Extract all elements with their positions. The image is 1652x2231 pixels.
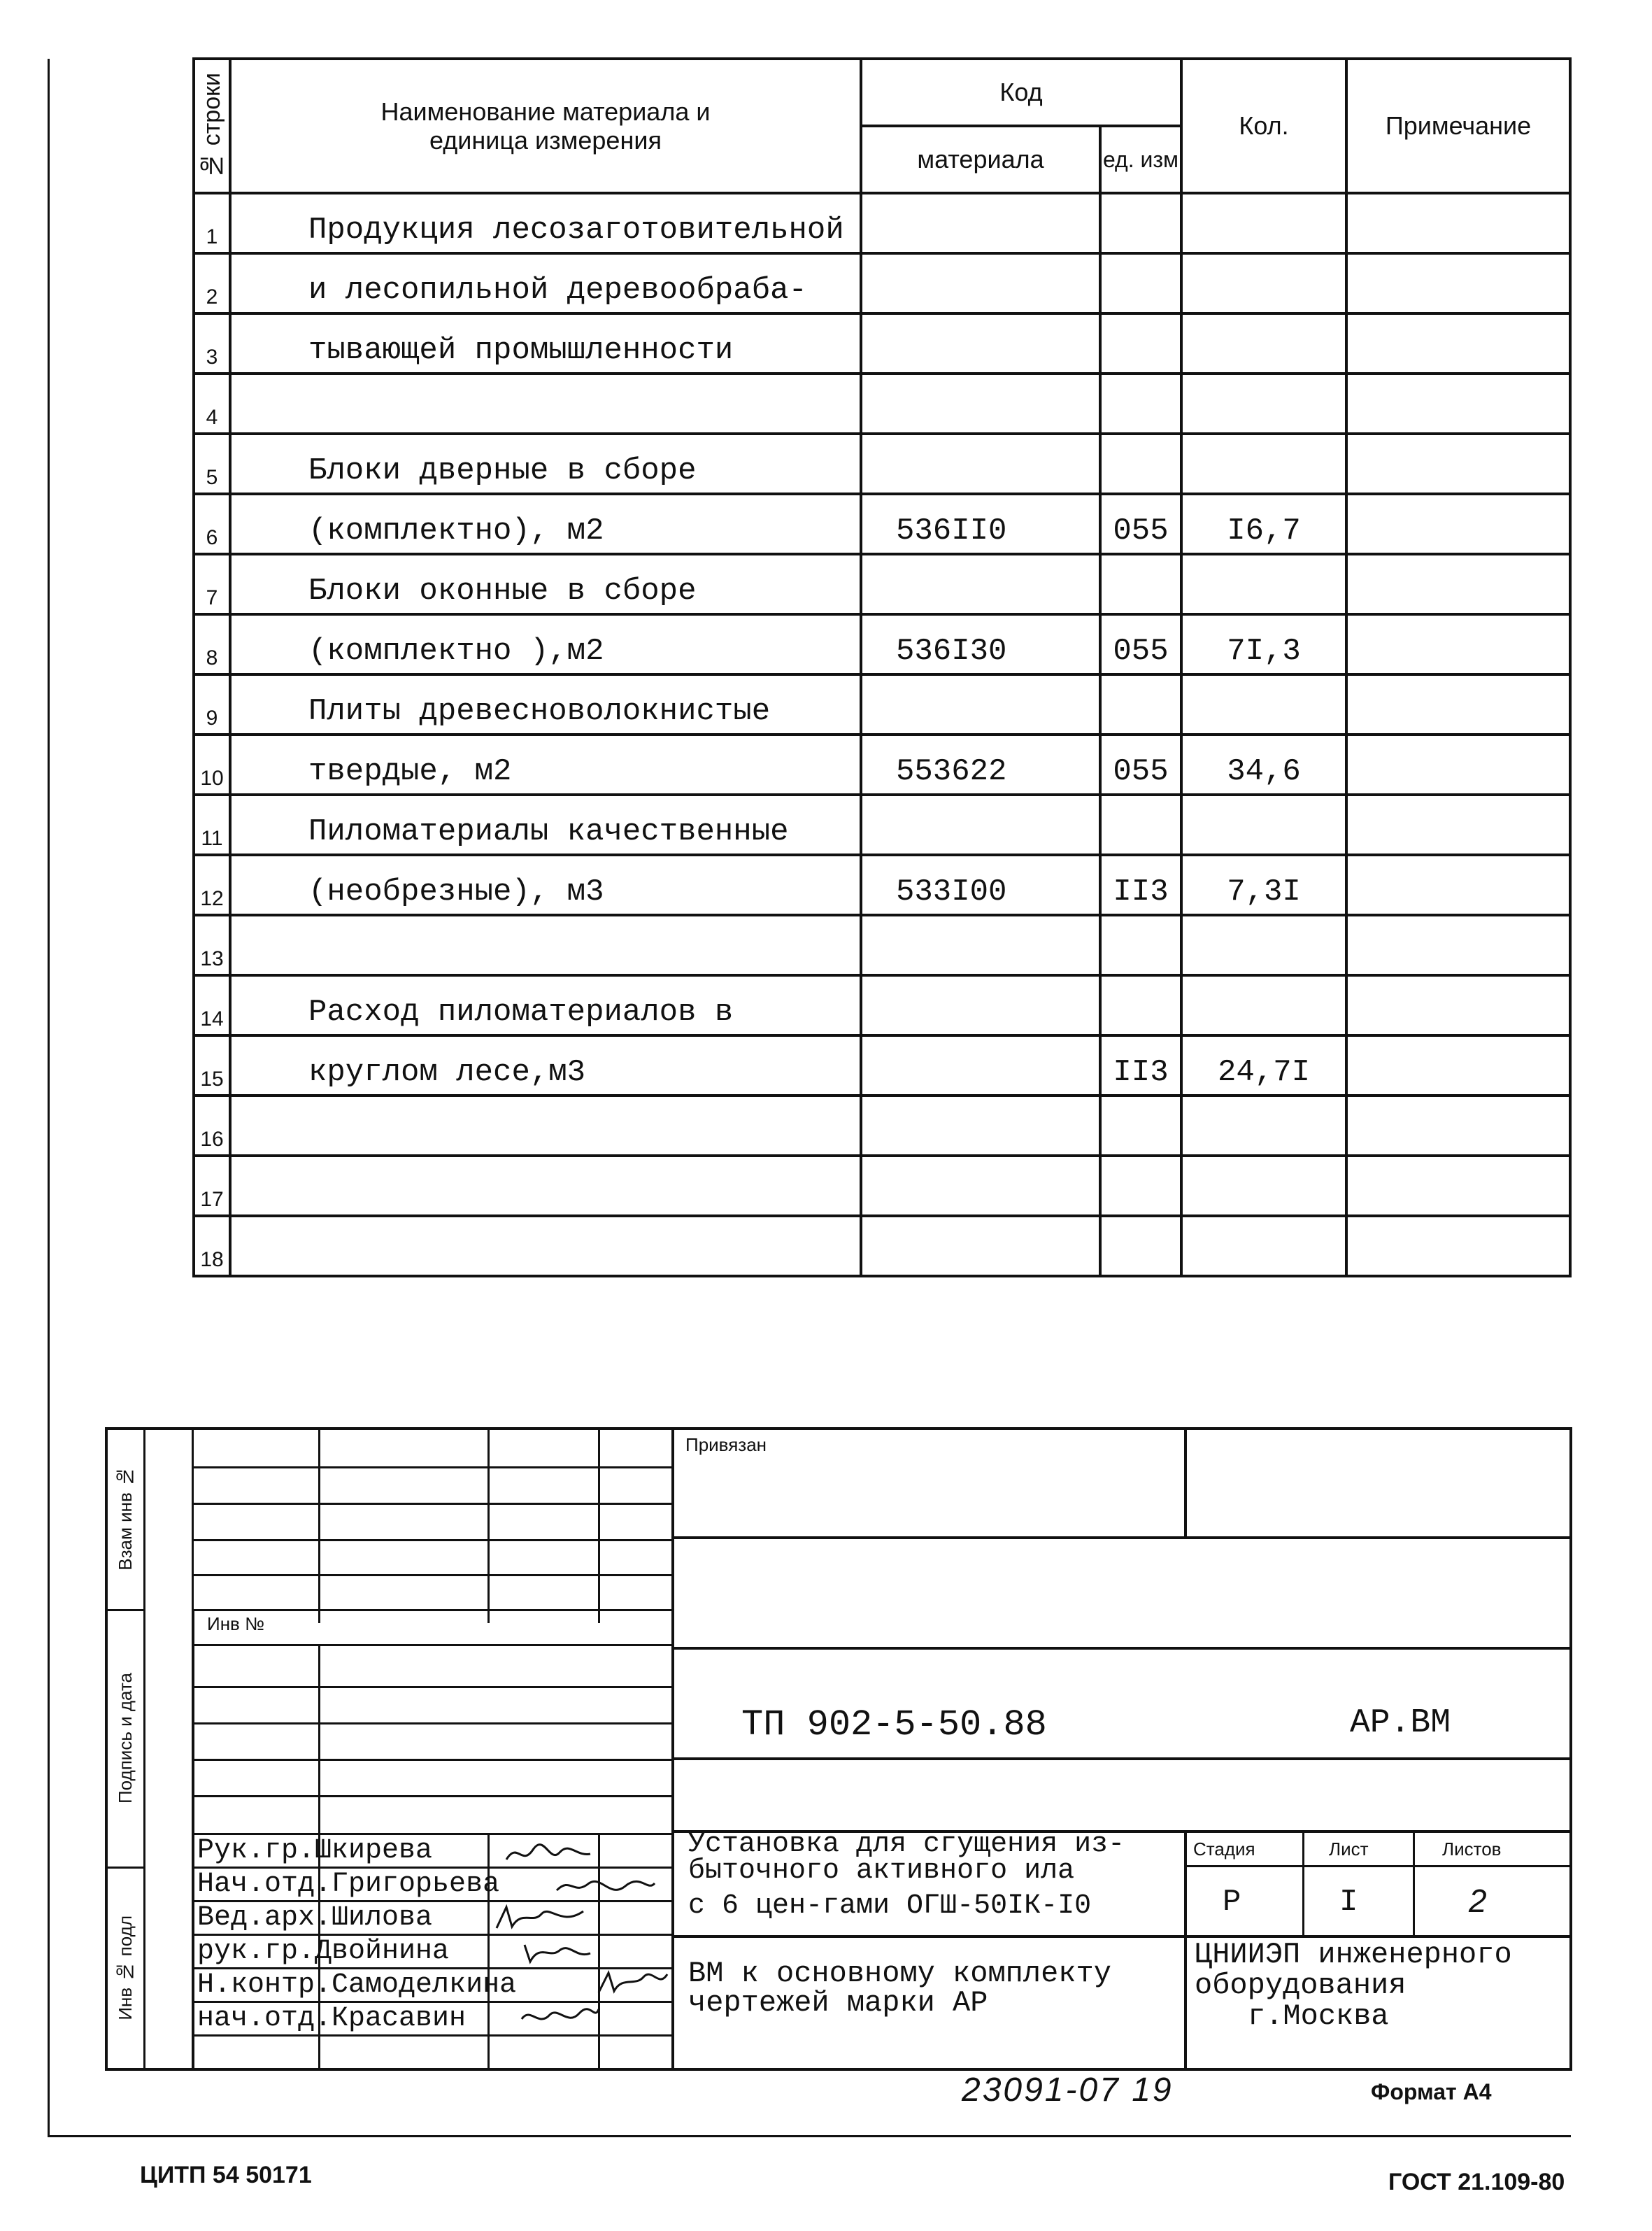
row-number-cell: 17 (194, 1156, 230, 1216)
table-row (194, 795, 1570, 855)
row-number-cell: 8 (194, 614, 230, 674)
header-row-number: № строки (194, 59, 230, 193)
organization: ЦНИИЭП инженерного оборудования г.Москва (1195, 1938, 1512, 2033)
note-cell (1346, 374, 1570, 434)
row-number-cell: 10 (194, 735, 230, 795)
quantity-cell (1181, 975, 1346, 1035)
table-row (194, 735, 1570, 795)
signer-row: нач.отд.Красавин (197, 2003, 467, 2034)
registration-number: 23091-07 19 (962, 2071, 1174, 2109)
quantity-cell (1181, 795, 1346, 855)
note-cell (1346, 253, 1570, 313)
material-code-cell (861, 1035, 1100, 1096)
material-code-cell: 536I30 (861, 614, 1100, 674)
signature-4 (518, 1935, 594, 1966)
materials-table (192, 57, 1572, 1277)
stage-value: Р (1223, 1885, 1241, 1920)
note-cell (1346, 1035, 1570, 1096)
quantity-cell (1181, 374, 1346, 434)
unit-code-cell: 055 (1100, 735, 1181, 795)
material-code-cell: 536II0 (861, 494, 1100, 554)
material-name-cell: Блоки оконные в сборе (230, 554, 861, 614)
material-name-cell: круглом лесе,м3 (230, 1035, 861, 1096)
table-row (194, 855, 1570, 915)
unit-code-cell (1100, 313, 1181, 374)
quantity-cell (1181, 313, 1346, 374)
signer-row: Нач.отд.Григорьева (197, 1869, 500, 1900)
sheet-value: I (1339, 1885, 1358, 1920)
row-number-cell: 13 (194, 915, 230, 975)
table-row (194, 554, 1570, 614)
stage-label: Стадия (1193, 1839, 1255, 1860)
material-code-cell (861, 795, 1100, 855)
material-name-cell (230, 1216, 861, 1276)
material-name-cell: и лесопильной деревообраба- (230, 253, 861, 313)
table-row (194, 975, 1570, 1035)
note-cell (1346, 1216, 1570, 1276)
note-cell (1346, 855, 1570, 915)
signature-5 (594, 1967, 671, 1998)
inv-no-label: Инв № (207, 1613, 264, 1634)
material-name-cell: Плиты древесноволокнистые (230, 674, 861, 735)
table-row (194, 434, 1570, 494)
table-row (194, 1156, 1570, 1216)
material-code-cell (861, 374, 1100, 434)
unit-code-cell (1100, 253, 1181, 313)
unit-code-cell (1100, 1096, 1181, 1156)
quantity-cell (1181, 253, 1346, 313)
quantity-cell (1181, 915, 1346, 975)
row-number-cell: 7 (194, 554, 230, 614)
header-name: Наименование материала и единица измерения (230, 59, 861, 193)
material-code-cell (861, 975, 1100, 1035)
note-cell (1346, 674, 1570, 735)
note-cell (1346, 975, 1570, 1035)
quantity-cell (1181, 193, 1346, 253)
row-number-cell: 1 (194, 193, 230, 253)
row-number-cell: 18 (194, 1216, 230, 1276)
material-name-cell: Пиломатериалы качественные (230, 795, 861, 855)
document-code: ТП 902-5-50.88 (741, 1704, 1047, 1745)
frame-left-border (48, 59, 50, 2137)
material-code-cell: 533I00 (861, 855, 1100, 915)
unit-code-cell (1100, 1216, 1181, 1276)
unit-code-cell (1100, 795, 1181, 855)
row-number-cell: 4 (194, 374, 230, 434)
unit-code-cell: 055 (1100, 494, 1181, 554)
signer-row: рук.гр.Двойнина (197, 1936, 450, 1967)
table-row (194, 915, 1570, 975)
material-name-cell: (комплектно ),м2 (230, 614, 861, 674)
table-row (194, 674, 1570, 735)
material-code-cell (861, 313, 1100, 374)
quantity-cell (1181, 1096, 1346, 1156)
material-code-cell (861, 434, 1100, 494)
header-qty: Кол. (1181, 59, 1346, 193)
material-name-cell (230, 1156, 861, 1216)
table-row (194, 313, 1570, 374)
table-row (194, 614, 1570, 674)
note-cell (1346, 434, 1570, 494)
row-number-cell: 15 (194, 1035, 230, 1096)
material-code-cell (861, 193, 1100, 253)
material-code-cell: 553622 (861, 735, 1100, 795)
signers-list (197, 1834, 516, 2036)
side-label-podpis: Подпись и дата (114, 1673, 136, 1804)
unit-code-cell (1100, 193, 1181, 253)
citp-code: ЦИТП 54 50171 (140, 2162, 312, 2188)
quantity-cell: 24,7I (1181, 1035, 1346, 1096)
signature-3 (491, 1903, 589, 1934)
row-number-cell: 12 (194, 855, 230, 915)
gost-label: ГОСТ 21.109-80 (1388, 2169, 1565, 2195)
material-name-cell: (комплектно), м2 (230, 494, 861, 554)
sheets-value: 2 (1469, 1883, 1487, 1919)
note-cell (1346, 1096, 1570, 1156)
privyazan-label: Привязан (685, 1434, 767, 1455)
quantity-cell (1181, 1156, 1346, 1216)
side-label-vzam: Взам инв № (114, 1466, 136, 1571)
sheets-label: Листов (1442, 1839, 1502, 1860)
note-cell (1346, 554, 1570, 614)
unit-code-cell (1100, 915, 1181, 975)
material-name-cell: тывающей промышленности (230, 313, 861, 374)
row-number-cell: 14 (194, 975, 230, 1035)
unit-code-cell (1100, 975, 1181, 1035)
note-cell (1346, 795, 1570, 855)
note-cell (1346, 1156, 1570, 1216)
document-mark: АР.ВМ (1350, 1704, 1451, 1742)
material-name-cell: (необрезные), м3 (230, 855, 861, 915)
row-number-cell: 3 (194, 313, 230, 374)
unit-code-cell: 055 (1100, 614, 1181, 674)
quantity-cell: 7I,3 (1181, 614, 1346, 674)
table-row (194, 1096, 1570, 1156)
unit-code-cell (1100, 674, 1181, 735)
material-name-cell (230, 1096, 861, 1156)
header-code: Код (861, 59, 1181, 126)
quantity-cell: 34,6 (1181, 735, 1346, 795)
table-row (194, 253, 1570, 313)
signature-1 (504, 1839, 594, 1869)
frame-bottom-border (48, 2135, 1571, 2137)
material-name-cell (230, 915, 861, 975)
material-name-cell: Расход пиломатериалов в (230, 975, 861, 1035)
signature-2 (553, 1871, 657, 1901)
unit-code-cell (1100, 434, 1181, 494)
row-number-cell: 9 (194, 674, 230, 735)
table-row (194, 494, 1570, 554)
row-number-cell: 16 (194, 1096, 230, 1156)
header-code-unit: ед. изм (1100, 126, 1181, 193)
signer-row: Рук.гр.Шкирева (197, 1835, 433, 1867)
material-code-cell (861, 1156, 1100, 1216)
material-name-cell: твердые, м2 (230, 735, 861, 795)
unit-code-cell: II3 (1100, 855, 1181, 915)
table-row (194, 374, 1570, 434)
header-note: Примечание (1346, 59, 1570, 193)
material-code-cell (861, 1216, 1100, 1276)
row-number-cell: 5 (194, 434, 230, 494)
quantity-cell (1181, 674, 1346, 735)
note-cell (1346, 915, 1570, 975)
header-code-material: материала (861, 126, 1100, 193)
unit-code-cell (1100, 554, 1181, 614)
material-code-cell (861, 554, 1100, 614)
format-label: Формат А4 (1371, 2079, 1492, 2104)
material-name-cell (230, 374, 861, 434)
material-code-cell (861, 915, 1100, 975)
note-cell (1346, 735, 1570, 795)
material-code-cell (861, 1096, 1100, 1156)
unit-code-cell (1100, 374, 1181, 434)
table-row (194, 1216, 1570, 1276)
side-label-inv-podl: Инв № подл (114, 1915, 136, 2020)
signature-6 (518, 2001, 601, 2032)
material-code-cell (861, 253, 1100, 313)
unit-code-cell (1100, 1156, 1181, 1216)
unit-code-cell: II3 (1100, 1035, 1181, 1096)
quantity-cell (1181, 1216, 1346, 1276)
row-number-cell: 11 (194, 795, 230, 855)
material-name-cell: Продукция лесозаготовительной (230, 193, 861, 253)
quantity-cell (1181, 434, 1346, 494)
material-code-cell (861, 674, 1100, 735)
quantity-cell (1181, 554, 1346, 614)
note-cell (1346, 494, 1570, 554)
table-row (194, 1035, 1570, 1096)
material-name-cell: Блоки дверные в сборе (230, 434, 861, 494)
row-number-cell: 2 (194, 253, 230, 313)
row-number-cell: 6 (194, 494, 230, 554)
quantity-cell: 7,3I (1181, 855, 1346, 915)
note-cell (1346, 614, 1570, 674)
table-row (194, 193, 1570, 253)
note-cell (1346, 193, 1570, 253)
object-title: Установка для сгущения из- быточного активного ила с 6 цен-гами ОГШ-50IК-I0 (688, 1829, 1125, 1922)
sheet-title: ВМ к основному комплекту чертежей марки АР (688, 1957, 1111, 2020)
signer-row: Н.контр.Самоделкина (197, 1969, 517, 2001)
sheet-label: Лист (1329, 1839, 1369, 1860)
note-cell (1346, 313, 1570, 374)
quantity-cell: I6,7 (1181, 494, 1346, 554)
signer-row: Вед.арх.Шилова (197, 1902, 433, 1934)
